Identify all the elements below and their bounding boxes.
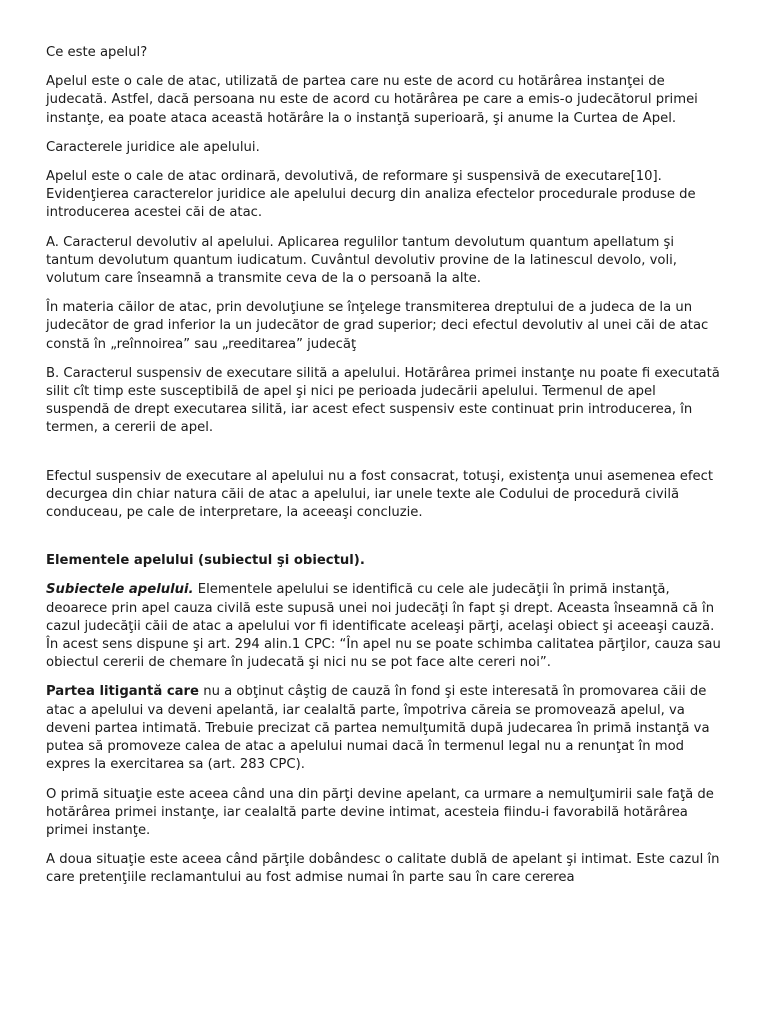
paragraph-first-situation: O primă situaţie este aceea când una din părţi devine apelant, ca urmare a nemulţumirii sale faţă de hotărârea primei instanţe, iar cealaltă parte devine intimat, acesteia fiindu-i favorabilă hotărârea primei instanţe.	[46, 786, 714, 838]
document-page	[46, 44, 722, 899]
section-label-characters: Caracterele juridice ale apelului.	[46, 139, 260, 155]
paragraph-devolutive: A. Caracterul devolutiv al apelului. Aplicarea regulilor tantum devolutum quantum apellatum şi tantum devolutum quantum iudicatum. Cuvântul devolutiv provine de la latinescul devolo, voli, volutum care înseamnă a transmite ceva de la o persoană la alte.	[46, 234, 677, 287]
paragraph-characters: Apelul este o cale de atac ordinară, devolutivă, de reformare şi suspensivă de executare[10]. Evidenţierea caracterelor juridice ale apelului decurg din analiza efectelor procedurale produse de introducerea acestei căi de atac.	[46, 169, 696, 221]
paragraph-suspensive-effect: Efectul suspensiv de executare al apelului nu a fost consacrat, totuşi, existenţa unui asemenea efect decurgea din chiar natura căii de atac a apelului, iar unele texte ale Codului de procedură civilă conduceau, pe cale de interpretare, la aceeaşi concluzie.	[46, 468, 714, 521]
litigant-text: nu a obţinut câştig de cauză în fond şi este interesată în promovarea căii de atac a apelului va deveni apelantă, iar cealaltă parte, împotriva căreia se promovează apelul, va deveni partea intimată. Trebuie precizat că partea nemulţumită după judecarea în primă instanţă va putea să promoveze calea de atac a apelului numai dacă în termenul legal nu a renunţat în mod expres la exercitarea sa (art. 283 CPC).	[46, 684, 710, 773]
section-heading-elements: Elementele apelului (subiectul şi obiectul).	[46, 553, 365, 569]
paragraph-litigant	[46, 683, 722, 774]
paragraph-subjects	[46, 581, 722, 672]
litigant-lead: Partea litigantă care	[46, 684, 200, 700]
paragraph-devolution: În materia căilor de atac, prin devoluţiune se înţelege transmiterea dreptului de a judeca de la un judecător de grad inferior la un judecător de grad superior; deci efectul devolutiv al unei căi de atac constă în „reînnoirea” sau „reeditarea” judecăţ	[46, 300, 709, 352]
subjects-lead: Subiectele apelului.	[46, 582, 194, 598]
paragraph-suspensive: B. Caracterul suspensiv de executare silită a apelului. Hotărârea primei instanţe nu poate fi executată silit cît timp este susceptibilă de apel şi nici pe perioada judecării apelului. Termenul de apel suspendă de drept executarea silită, iar acest efect suspensiv este continuat prin introducerea, în termen, a cererii de apel.	[46, 365, 720, 436]
subjects-text: Elementele apelului se identifică cu cele ale judecăţii în primă instanţă, deoarece prin apel cauza civilă este supusă unei noi judecăţi în fapt şi drept. Aceasta înseamnă că în cazul judecăţii căii de atac a apelului vor fi identificate aceleaşi părţi, acelaşi obiect şi aceeaşi cauză. În acest sens dispune şi art. 294 alin.1 CPC: “În apel nu se poate schimba calitatea părţilor, cauza sau obiectul cererii de chemare în judecată şi nici nu se pot face alte cereri noi”.	[46, 582, 721, 671]
paragraph-second-situation: A doua situaţie este aceea când părţile dobândesc o calitate dublă de apelant şi intimat. Este cazul în care pretenţiile reclamantului au fost admise numai în parte sau în care cererea	[46, 852, 720, 886]
question-line: Ce este apelul?	[46, 45, 148, 60]
paragraph-definition: Apelul este o cale de atac, utilizată de partea care nu este de acord cu hotărârea instanţei de judecată. Astfel, dacă persoana nu este de acord cu hotărârea pe care a emis-o judecătorul primei instanţe, ea poate ataca această hotărâre la o instanţă superioară, şi anume la Curtea de Apel.	[46, 74, 698, 126]
